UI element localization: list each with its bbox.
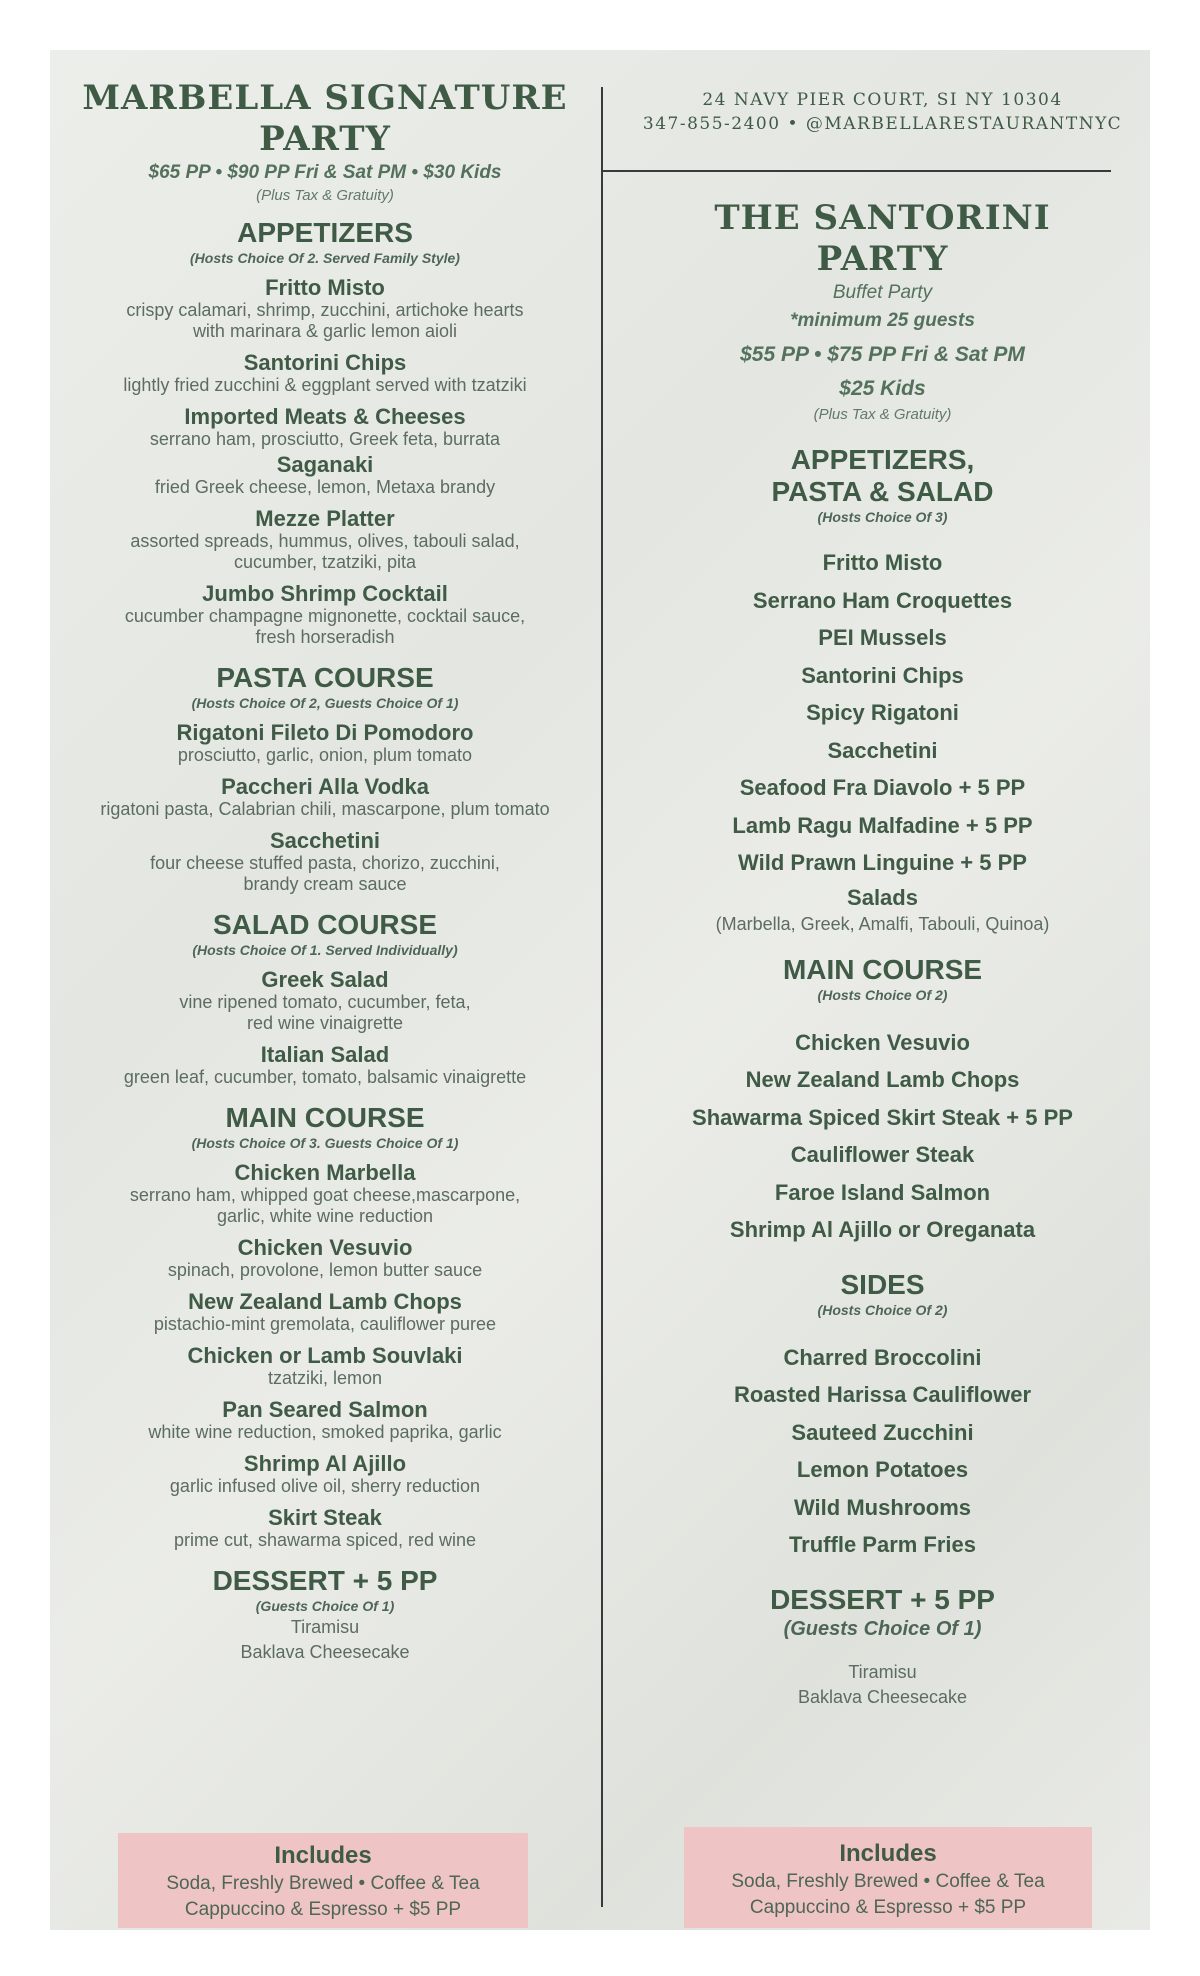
- santorini-price: $55 PP • $75 PP Fri & Sat PM: [740, 343, 1025, 366]
- section-note: (Guests Choice Of 1): [255, 1598, 395, 1614]
- menu-item: Wild Prawn Linguine + 5 PP: [738, 850, 1027, 875]
- menu-item: Charred Broccolini: [783, 1344, 982, 1370]
- santorini-kids-price: $25 Kids: [839, 377, 926, 400]
- santorini-appetizers-section: [615, 444, 1150, 934]
- dessert-item: Baklava Cheesecake: [240, 1642, 410, 1662]
- section-heading: SALAD COURSE: [212, 909, 437, 940]
- includes-line: Cappuccino & Espresso + $5 PP: [184, 1899, 462, 1920]
- santorini-tax-note: (Plus Tax & Gratuity): [813, 406, 952, 423]
- menu-item: New Zealand Lamb Chops pistachio-mint gremolata, cauliflower puree: [153, 1289, 497, 1334]
- menu-item: Serrano Ham Croquettes: [752, 587, 1013, 613]
- column-divider: [601, 87, 603, 1907]
- section-heading: DESSERT + 5 PP: [770, 1583, 995, 1615]
- menu-item: PEI Mussels: [818, 625, 947, 650]
- signature-party-column: [60, 78, 590, 1665]
- menu-item: Imported Meats & Cheeses serrano ham, prosciutto, Greek feta, burrata: [149, 404, 501, 449]
- menu-item: Santorini Chips lightly fried zucchini & eggplant served with tzatziki: [123, 350, 527, 395]
- menu-item: Chicken Vesuvio spinach, provolone, lemon butter sauce: [167, 1235, 483, 1280]
- signature-tax-note: (Plus Tax & Gratuity): [256, 187, 394, 204]
- menu-item: Faroe Island Salmon: [774, 1179, 991, 1205]
- address: 24 NAVY PIER COURT, SI NY 10304: [702, 90, 1063, 110]
- section-heading: PASTA COURSE: [216, 662, 434, 693]
- menu-item: Shrimp Al Ajillo garlic infused olive oil, sherry reduction: [169, 1451, 481, 1496]
- dessert-item: Tiramisu: [290, 1617, 360, 1637]
- dessert-item: Baklava Cheesecake: [797, 1686, 968, 1707]
- signature-price: $65 PP • $90 PP Fri & Sat PM • $30 Kids: [148, 162, 502, 183]
- section-note: (Hosts Choice Of 3): [817, 509, 948, 525]
- main-course-section: [60, 1102, 590, 1551]
- menu-item: Chicken Vesuvio: [795, 1029, 970, 1055]
- menu-item: Spicy Rigatoni: [806, 700, 959, 725]
- menu-item: Fritto Misto crispy calamari, shrimp, zucchini, artichoke hearts with marinara & garlic lemon aioli: [126, 275, 524, 341]
- right-includes-box: [684, 1827, 1092, 1928]
- section-heading: DESSERT + 5 PP: [212, 1565, 438, 1596]
- section-heading: MAIN COURSE: [225, 1102, 425, 1133]
- section-heading: APPETIZERS, PASTA & SALAD: [771, 444, 994, 507]
- menu-item: Shawarma Spiced Skirt Steak + 5 PP: [692, 1104, 1073, 1130]
- menu-item: Skirt Steak prime cut, shawarma spiced, red wine: [173, 1505, 477, 1550]
- menu-item: Saganaki fried Greek cheese, lemon, Metaxa brandy: [154, 452, 496, 497]
- menu-item: Chicken or Lamb Souvlaki tzatziki, lemon: [187, 1343, 463, 1388]
- santorini-minimum: *minimum 25 guests: [790, 310, 975, 331]
- menu-item: Jumbo Shrimp Cocktail cucumber champagne mignonette, cocktail sauce, fresh horseradish: [124, 581, 526, 647]
- salad-section: [60, 909, 590, 1088]
- menu-item: Rigatoni Fileto Di Pomodoro prosciutto, garlic, onion, plum tomato: [176, 720, 474, 765]
- menu-item: Paccheri Alla Vodka rigatoni pasta, Calabrian chili, mascarpone, plum tomato: [100, 774, 550, 819]
- menu-item: New Zealand Lamb Chops: [745, 1067, 1020, 1092]
- santorini-dessert-section: [615, 1584, 1150, 1710]
- menu-item: Roasted Harissa Cauliflower: [733, 1382, 1032, 1407]
- menu-item: Lamb Ragu Malfadine + 5 PP: [732, 812, 1033, 838]
- menu-item: Sacchetini: [827, 737, 938, 763]
- pasta-section: [60, 662, 590, 895]
- salads-description: (Marbella, Greek, Amalfi, Tabouli, Quinoa): [715, 913, 1050, 934]
- section-heading: SIDES: [840, 1268, 925, 1300]
- santorini-party-column: [615, 88, 1150, 1710]
- includes-line: Cappuccino & Espresso + $5 PP: [749, 1897, 1027, 1918]
- dessert-section: [60, 1565, 590, 1665]
- menu-item: Seafood Fra Diavolo + 5 PP: [739, 775, 1026, 800]
- santorini-main-section: [615, 954, 1150, 1249]
- menu-item: Santorini Chips: [801, 662, 964, 688]
- includes-title: Includes: [274, 1842, 372, 1869]
- includes-line: Soda, Freshly Brewed • Coffee & Tea: [731, 1871, 1045, 1892]
- santorini-sides-section: [615, 1269, 1150, 1564]
- menu-item: Salads: [847, 884, 918, 910]
- section-note: (Hosts Choice Of 1. Served Individually): [192, 942, 458, 958]
- menu-item: Greek Salad vine ripened tomato, cucumber, feta, red wine vinaigrette: [179, 967, 471, 1033]
- menu-item: Cauliflower Steak: [790, 1142, 975, 1167]
- section-note: (Hosts Choice Of 2. Served Family Style): [190, 250, 460, 266]
- includes-title: Includes: [839, 1840, 937, 1867]
- santorini-subtitle: Buffet Party: [832, 282, 933, 303]
- menu-item: Italian Salad green leaf, cucumber, tomato, balsamic vinaigrette: [123, 1042, 527, 1087]
- section-heading: MAIN COURSE: [782, 953, 983, 985]
- menu-item: Wild Mushrooms: [793, 1494, 972, 1520]
- left-includes-box: [118, 1833, 528, 1928]
- section-note: (Guests Choice Of 1): [783, 1617, 982, 1640]
- menu-item: Chicken Marbella serrano ham, whipped goat cheese,mascarpone, garlic, white wine reduction: [129, 1160, 521, 1226]
- section-note: (Hosts Choice Of 2, Guests Choice Of 1): [191, 695, 459, 711]
- santorini-party-title: THE SANTORINI PARTY: [714, 198, 1051, 279]
- appetizers-section: [60, 217, 590, 648]
- section-note: (Hosts Choice Of 2): [817, 986, 948, 1003]
- phone-social: 347-855-2400 • @MARBELLARESTAURANTNYC: [642, 114, 1123, 134]
- menu-item: Shrimp Al Ajillo or Oreganata: [729, 1217, 1036, 1242]
- section-note: (Hosts Choice Of 3. Guests Choice Of 1): [191, 1135, 459, 1151]
- menu-item: Truffle Parm Fries: [788, 1532, 977, 1557]
- menu-item: Fritto Misto: [822, 550, 943, 575]
- section-heading: APPETIZERS: [237, 217, 413, 248]
- section-note: (Hosts Choice Of 2): [817, 1301, 948, 1318]
- dessert-item: Tiramisu: [848, 1661, 917, 1682]
- menu-item: Mezze Platter assorted spreads, hummus, olives, tabouli salad, cucumber, tzatziki, pita: [130, 506, 520, 572]
- menu-item: Pan Seared Salmon white wine reduction, smoked paprika, garlic: [148, 1397, 502, 1442]
- menu-item: Sauteed Zucchini: [791, 1419, 974, 1445]
- menu-item: Lemon Potatoes: [796, 1457, 969, 1482]
- includes-line: Soda, Freshly Brewed • Coffee & Tea: [166, 1873, 480, 1894]
- signature-party-title: MARBELLA SIGNATURE PARTY: [82, 78, 568, 159]
- menu-item: Sacchetini four cheese stuffed pasta, chorizo, zucchini, brandy cream sauce: [150, 828, 500, 894]
